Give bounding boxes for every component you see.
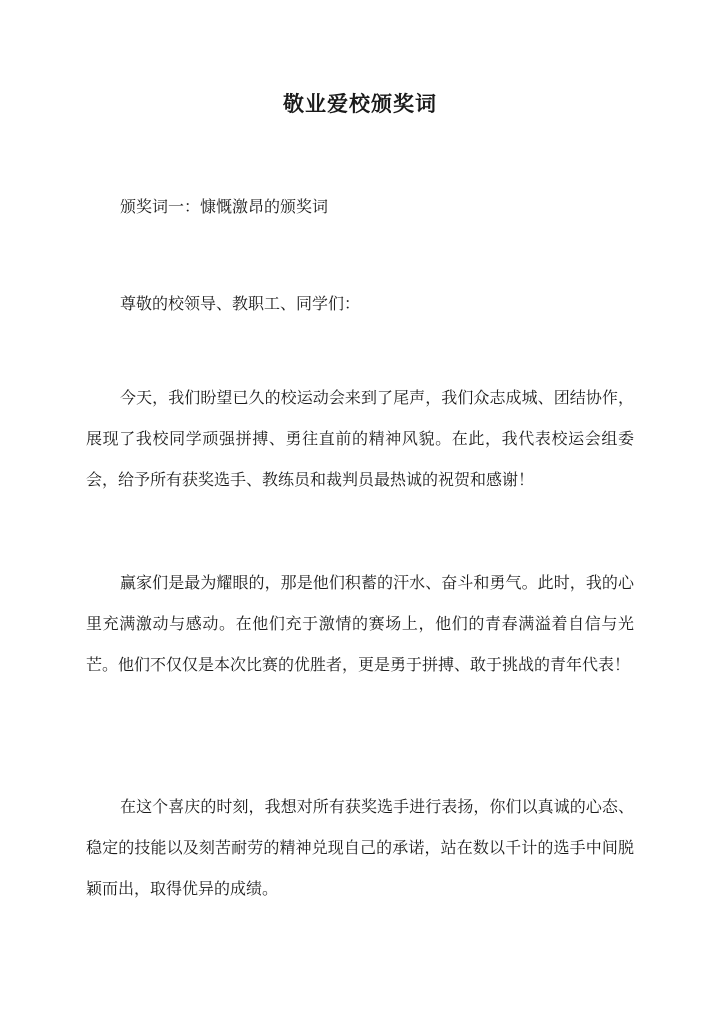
paragraph-salutation: 尊敬的校领导、教职工、同学们： [120,294,361,313]
paragraph-body: 在这个喜庆的时刻，我想对所有获奖选手进行表扬，你们以真诚的心态、稳定的技能以及刻苦耐劳的精神兑现自己的承诺，站在数以千计的选手中间脱颖而出，取得优异的成绩。 [86,797,634,898]
paragraph-body: 赢家们是最为耀眼的，那是他们积蓄的汗水、奋斗和勇气。此时，我的心里充满激动与感动。在他们充于激情的赛场上，他们的青春满溢着自信与光芒。他们不仅仅是本次比赛的优胜者，更是勇于拼搏、敢于挑战的青年代表！ [86,573,634,674]
paragraph-body: 今天，我们盼望已久的校运动会来到了尾声，我们众志成城、团结协作，展现了我校同学顽强拼搏、勇往直前的精神风貌。在此，我代表校运会组委会，给予所有获奖选手、教练员和裁判员最热诚的祝贺和感谢！ [86,388,634,489]
document-title: 敬业爱校颁奖词 [283,91,437,116]
paragraph-subtitle: 颁奖词一：慷慨激昂的颁奖词 [120,197,329,216]
